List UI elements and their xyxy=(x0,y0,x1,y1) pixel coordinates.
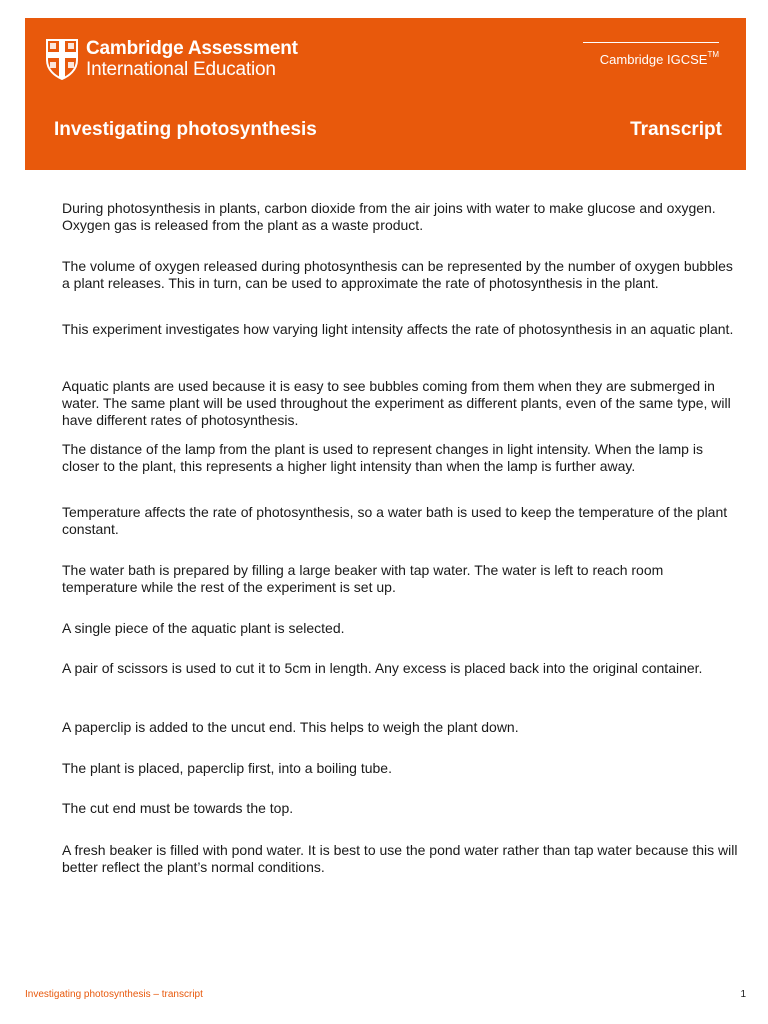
footer-document-title: Investigating photosynthesis – transcript xyxy=(25,989,203,1000)
cambridge-logo xyxy=(45,38,298,80)
page-number: 1 xyxy=(740,989,746,1000)
document-type-label: Transcript xyxy=(630,119,722,140)
paragraph: Aquatic plants are used because it is easy to see bubbles coming from them when they are submerged in water. The same plant will be used throughout the experiment as different plants, even of the same type, will have different rates of photosynthesis. xyxy=(62,378,731,428)
paragraph: A fresh beaker is filled with pond water. It is best to use the pond water rather than tap water because this will better reflect the plant’s normal conditions. xyxy=(62,842,738,875)
paragraph: The distance of the lamp from the plant is used to represent changes in light intensity. When the lamp is closer to the plant, this represents a higher light intensity than when the lamp is further away. xyxy=(62,441,703,474)
qualification-rule xyxy=(583,42,719,43)
header-banner xyxy=(25,18,746,170)
paragraph: A single piece of the aquatic plant is selected. xyxy=(62,620,345,636)
trademark-mark: TM xyxy=(707,50,719,59)
paragraph: The cut end must be towards the top. xyxy=(62,800,294,816)
paragraph: Temperature affects the rate of photosynthesis, so a water bath is used to keep the temperature of the plant constant. xyxy=(62,504,728,537)
qualification-text: Cambridge IGCSE xyxy=(599,52,708,67)
cambridge-shield-icon xyxy=(45,38,79,80)
org-name-line2: International Education xyxy=(86,59,276,80)
paragraph: This experiment investigates how varying light intensity affects the rate of photosynthesis in an aquatic plant. xyxy=(62,321,734,337)
org-name-line1: Cambridge Assessment xyxy=(86,38,298,59)
paragraph: The plant is placed, paperclip first, into a boiling tube. xyxy=(62,760,392,776)
paragraph: The water bath is prepared by filling a large beaker with tap water. The water is left to reach room temperature while the rest of the experiment is set up. xyxy=(62,562,664,595)
paragraph: During photosynthesis in plants, carbon dioxide from the air joins with water to make glucose and oxygen. Oxygen gas is released from the plant as a waste product. xyxy=(62,200,716,233)
paragraph: A pair of scissors is used to cut it to 5cm in length. Any excess is placed back into the original container. xyxy=(62,660,703,676)
page-title: Investigating photosynthesis xyxy=(54,119,317,140)
paragraph: A paperclip is added to the uncut end. This helps to weigh the plant down. xyxy=(62,719,519,735)
qualification-label xyxy=(583,42,719,67)
paragraph: The volume of oxygen released during photosynthesis can be represented by the number of oxygen bubbles a plant releases. This in turn, can be used to approximate the rate of photosynthesis in the plant. xyxy=(62,258,733,291)
